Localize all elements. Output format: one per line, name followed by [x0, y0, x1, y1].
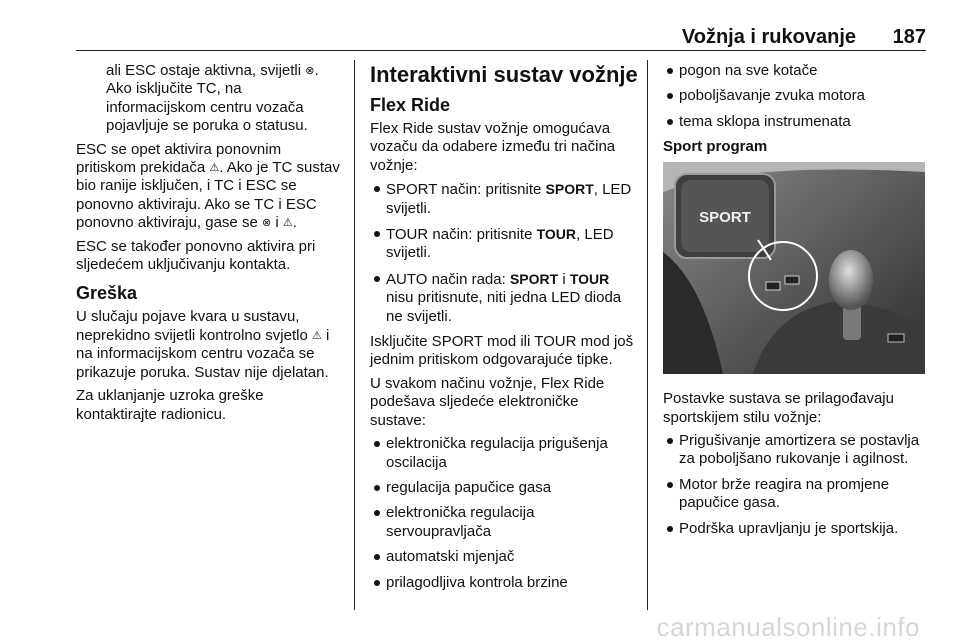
paragraph-workshop: Za uklanjanje uzroka greške kontaktirajte radionicu. — [76, 387, 264, 423]
heading-fault: Greška — [76, 283, 138, 304]
sport-button-label: SPORT — [699, 209, 751, 227]
column-middle — [370, 62, 638, 599]
list-electronic-systems — [370, 435, 638, 592]
list-item: Podrška upravljanju je sportskija. — [663, 520, 927, 538]
tour-keyword: TOUR — [536, 226, 577, 243]
page-number: 187 — [892, 26, 926, 48]
esc-off-icon: ⊗ — [261, 217, 272, 230]
list-item: elektronička regulacija servoupravljača — [370, 504, 638, 541]
list-item: prilagodljiva kontrola brzine — [370, 574, 638, 592]
list-item: automatski mjenjač — [370, 548, 638, 566]
column-divider — [647, 60, 648, 610]
paragraph-systems-intro: U svakom načinu vožnje, Flex Ride podešava sljedeće elektroničke sustave: — [370, 374, 605, 429]
list-item: pogon na sve kotače — [663, 62, 927, 80]
list-sport-effects — [663, 432, 927, 538]
header-rule — [76, 50, 926, 51]
paragraph-fault: U slučaju pojave kvara u sustavu, neprekidno svijetli kontrolno svjetlo ⚠ i na informacijskom centru vozača se prikazuje poruka. Sustav nije djelatan. — [76, 308, 330, 381]
sport-keyword: SPORT — [545, 181, 594, 198]
heading-sport-program: Sport program — [663, 138, 768, 156]
paragraph-esc-reactivate: ESC se opet aktivira ponovnim pritiskom prekidača ⚠. Ako je TC sustav bio ranije isključen, i TC i ESC se ponovno aktiviraju. Ako se TC i ESC ponovno aktiviraju, gase se ⊗ i ⚠. — [76, 140, 340, 232]
watermark: carmanualsonline.info — [656, 612, 920, 642]
paragraph-sport-settings: Postavke sustava se prilagođavaju sportskijem stilu vožnje: — [663, 390, 894, 426]
list-item: Motor brže reagira na promjene papučice gasa. — [663, 476, 927, 513]
column-left — [76, 62, 344, 429]
list-item: tema sklopa instrumenata — [663, 113, 927, 131]
list-more-systems — [663, 62, 927, 131]
sport-button-photo — [663, 162, 925, 374]
section-title: Vožnja i rukovanje — [681, 26, 856, 48]
list-item: Prigušivanje amortizera se postavlja za poboljšano rukovanje i agilnost. — [663, 432, 927, 469]
paragraph-flex-ride-intro: Flex Ride sustav vožnje omogućava vozaču da odabere između tri načina vožnje: — [370, 120, 616, 174]
list-item: poboljšavanje zvuka motora — [663, 87, 927, 105]
list-item: AUTO način rada: SPORT i TOUR nisu pritisnute, niti jedna LED dioda ne svijetli. — [370, 270, 638, 326]
esc-off-icon: ⊗ — [305, 65, 315, 77]
sport-keyword: SPORT — [509, 270, 559, 287]
list-item: regulacija papučice gasa — [370, 479, 638, 497]
list-item: elektronička regulacija prigušenja oscilacija — [370, 435, 638, 472]
column-divider — [354, 60, 355, 610]
paragraph-ignition: ESC se također ponovno aktivira pri sljedećem uključivanju kontakta. — [76, 237, 316, 274]
list-item: SPORT način: pritisnite SPORT, LED svijetli. — [370, 180, 638, 218]
heading-flex-ride: Flex Ride — [370, 95, 451, 115]
paragraph-mode-off: Isključite SPORT mod ili TOUR mod još jednim pritiskom odgovarajuće tipke. — [370, 333, 634, 369]
heading-interactive-driving: Interaktivni sustav vožnje — [370, 62, 638, 87]
traction-control-button-icon: ⚠ — [209, 162, 220, 175]
esc-warning-lamp-icon: ⚠ — [311, 329, 322, 342]
list-driving-modes — [370, 180, 638, 326]
column-right — [663, 62, 927, 545]
list-item: TOUR način: pritisnite TOUR, LED svijetli. — [370, 225, 638, 263]
tour-keyword: TOUR — [569, 270, 610, 287]
paragraph-esc-active: ali ESC ostaje aktivna, svijetli ⊗. Ako isključite TC, na informacijskom centru vozača pojavljuje se poruka o statusu. — [106, 62, 319, 135]
page-header — [76, 22, 926, 52]
traction-control-off-icon: ⚠ — [282, 217, 293, 230]
